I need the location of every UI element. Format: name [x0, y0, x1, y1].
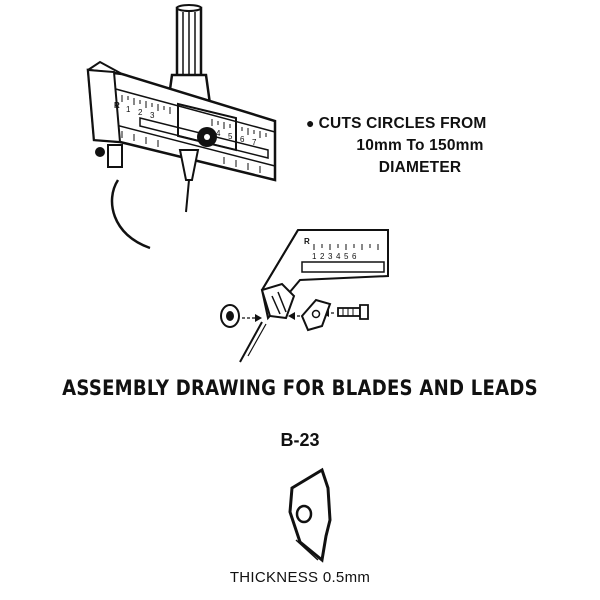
detail-ruler-label: 5 — [344, 252, 349, 261]
main-ruler-label: 1 — [126, 105, 131, 114]
b23-blade-drawing — [290, 470, 330, 560]
detail-ruler-label: 6 — [352, 252, 357, 261]
detail-ruler-label: 3 — [328, 252, 333, 261]
detail-ruler-label: 2 — [320, 252, 325, 261]
assembly-title: ASSEMBLY DRAWING FOR BLADES AND LEADS — [62, 376, 538, 400]
main-ruler-label: 2 — [138, 108, 143, 117]
main-ruler-label: 5 — [228, 132, 233, 141]
assembly-detail — [221, 230, 388, 362]
feature-line-1: CUTS CIRCLES FROM — [318, 115, 487, 132]
detail-ruler-label: 4 — [336, 252, 341, 261]
main-ruler-label: R — [114, 101, 120, 110]
thickness-label: THICKNESS 0.5mm — [229, 569, 371, 586]
main-ruler-label: 7 — [252, 138, 257, 147]
cut-arc — [112, 180, 150, 248]
center-needle — [180, 150, 198, 212]
main-ruler-label: 6 — [240, 135, 245, 144]
feature-description — [300, 112, 540, 179]
bullet-icon: ● — [306, 115, 315, 131]
feature-line-3: DIAMETER — [378, 159, 462, 176]
main-ruler-label: 4 — [216, 129, 221, 138]
feature-line-2: 10mm To 150mm — [356, 137, 484, 154]
main-ruler-label: 3 — [150, 111, 155, 120]
detail-ruler-label: 1 — [312, 252, 317, 261]
detail-ruler-label: R — [304, 237, 310, 246]
model-number: B-23 — [280, 430, 320, 450]
